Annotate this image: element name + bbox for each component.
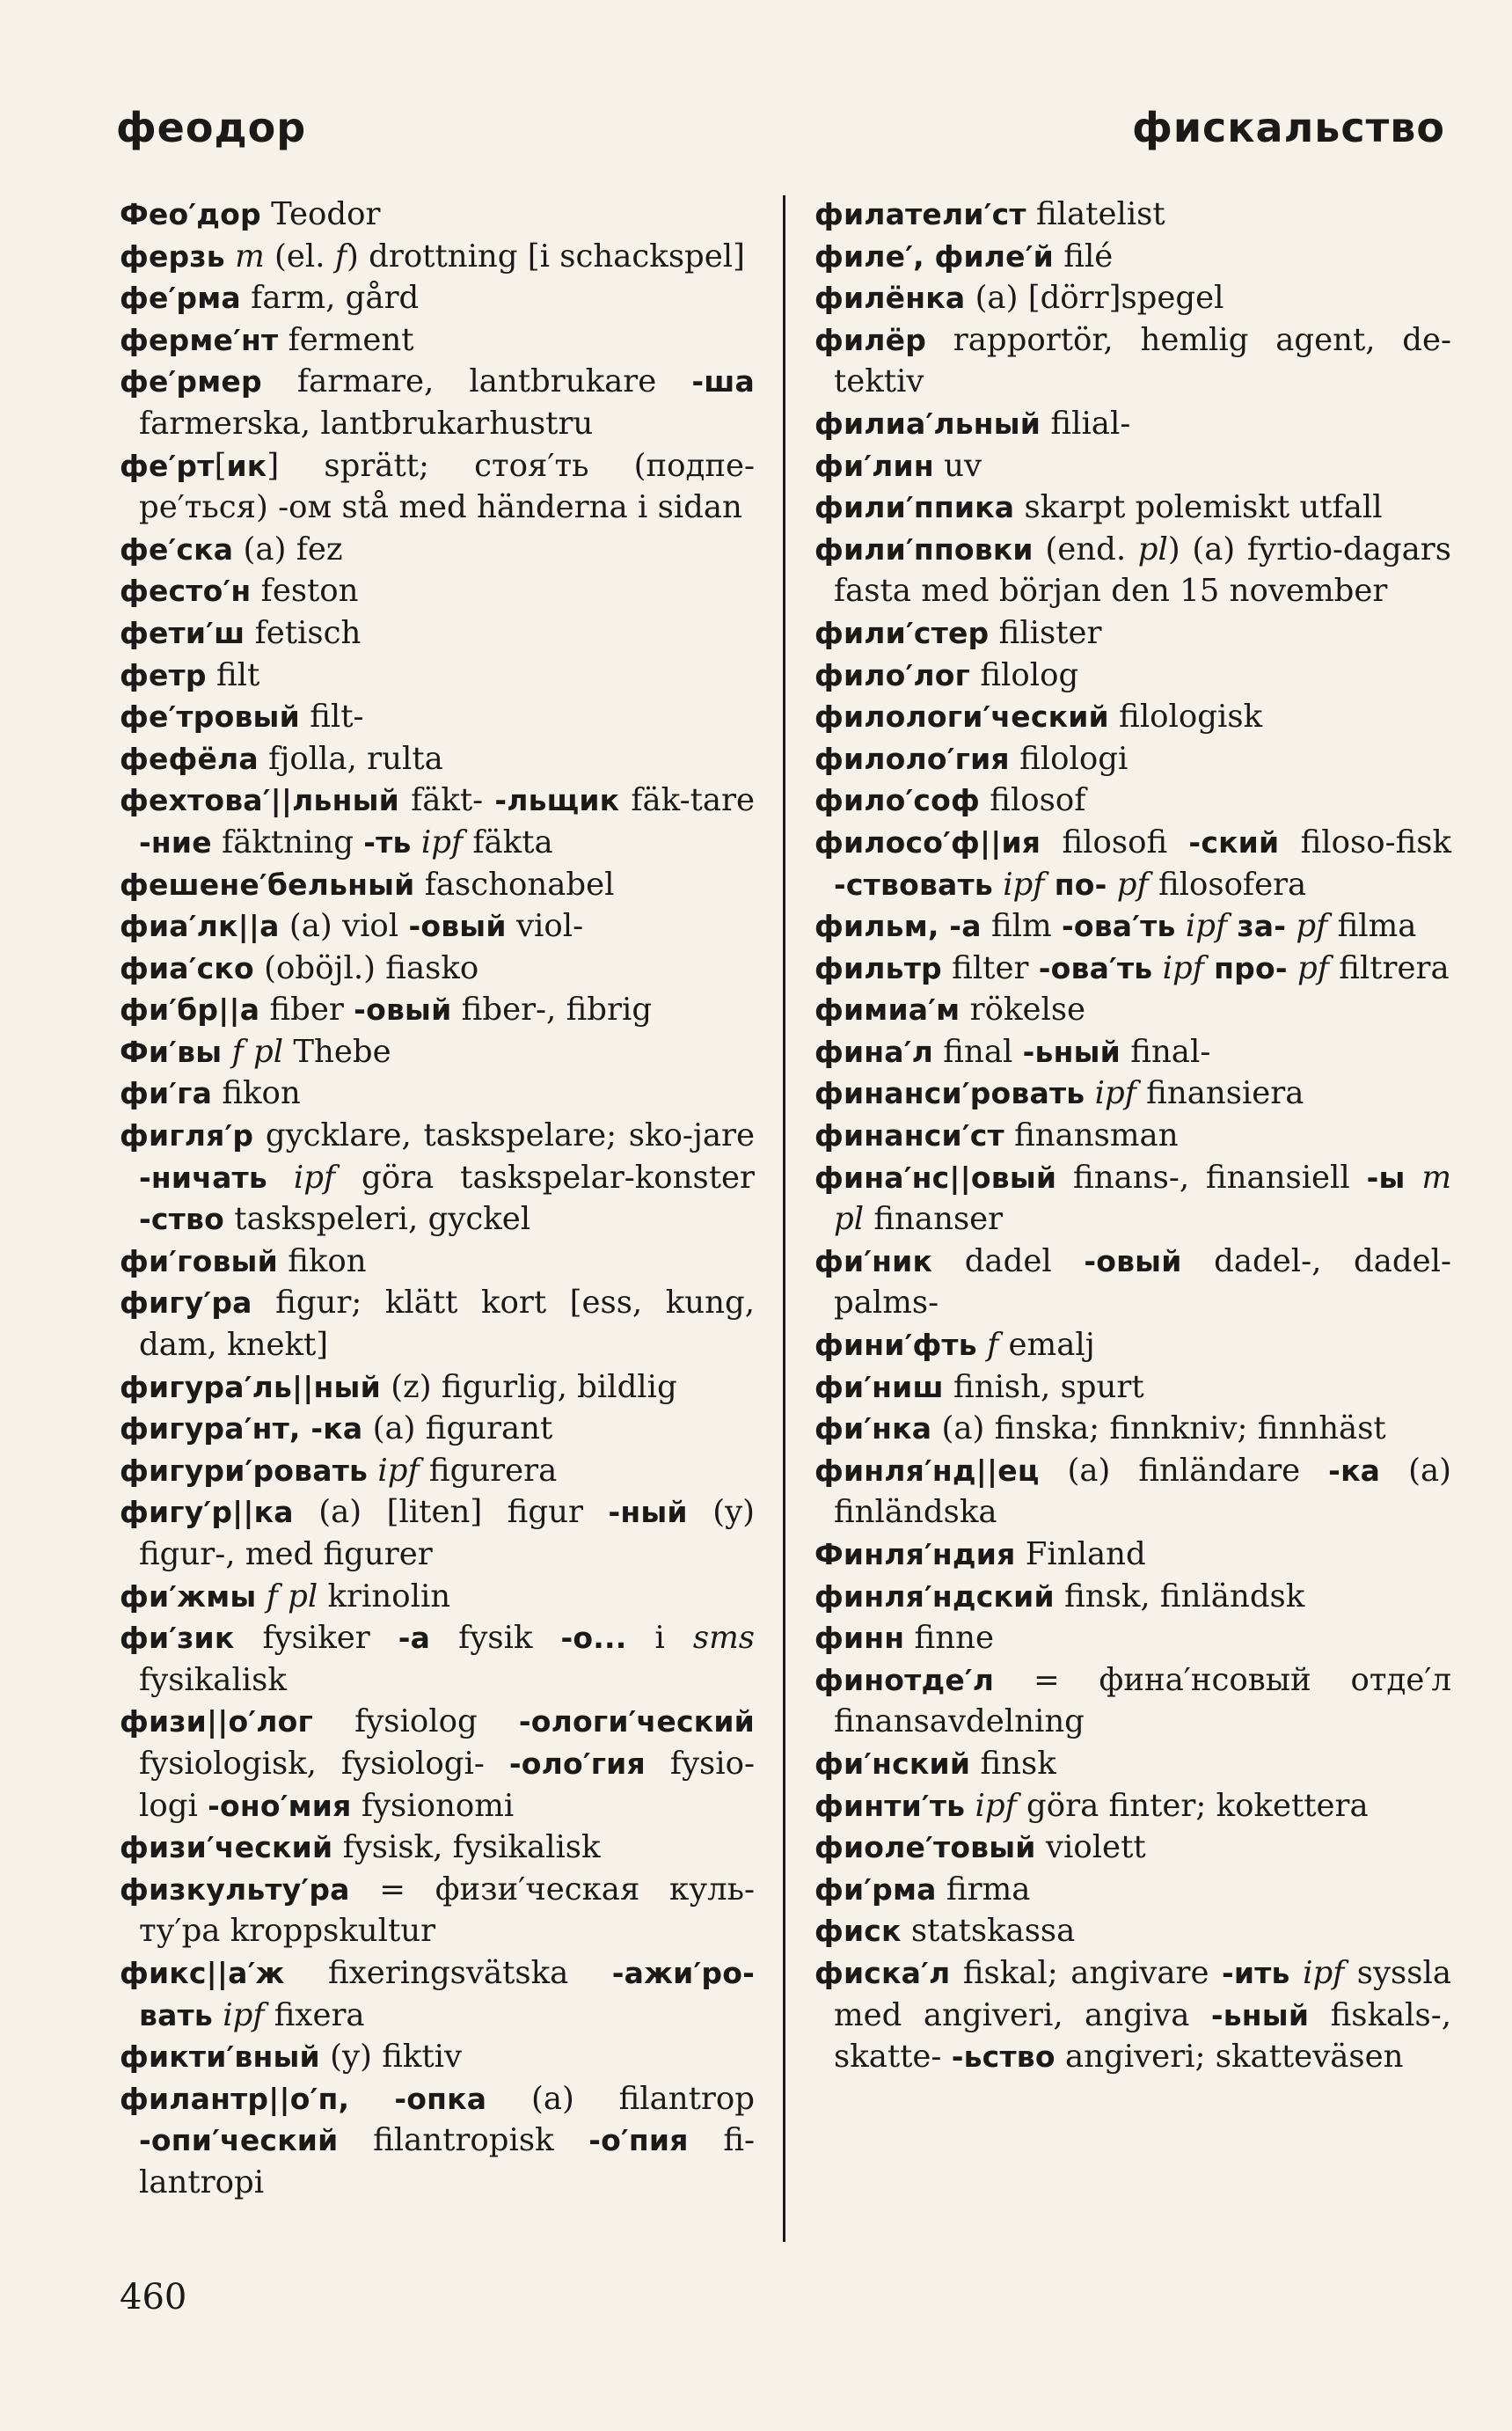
dictionary-entry: фе′рмер farmare, lantbrukare -ша farmerska, lantbrukarhustru: [120, 363, 755, 442]
dictionary-entry: фигля′р gycklare, taskspelare; sko-jare -ничать ipf göra taskspelar-konster -ство taskspeleri, gyckel: [120, 1117, 755, 1238]
dictionary-entry: филосо′ф||ия filosofi -ский filoso-fisk -ствовать ipf по- pf filosofera: [814, 824, 1451, 903]
dictionary-entry: фи′га fikon: [120, 1075, 301, 1112]
column-divider: [783, 195, 785, 2242]
dictionary-entry: фигура′нт, -ка (a) figurant: [120, 1410, 553, 1447]
dictionary-entry: фи′жмы f pl krinolin: [120, 1578, 451, 1615]
dictionary-entry: фиск statskassa: [814, 1913, 1076, 1950]
dictionary-entry: филологи′ческий filologisk: [814, 699, 1263, 736]
dictionary-entry: фигура′ль||ный (z) figurlig, bildlig: [120, 1368, 677, 1405]
dictionary-entry: филиа′льный filial-: [814, 405, 1131, 442]
dictionary-entry: фиа′лк||а (a) viol -овый viol-: [120, 908, 584, 945]
dictionary-entry: фикс||а′ж fixeringsvätska -ажи′ро-вать ipf fixera: [120, 1954, 755, 2033]
dictionary-entry: фиска′л fiskal; angivare -ить ipf syssla med angiveri, angiva -ьный fiskals-, skatte- -ьство angiveri; skatteväsen: [814, 1954, 1452, 2076]
dictionary-entry: фиоле′товый violett: [814, 1829, 1146, 1866]
dictionary-entry: Финля′ндия Finland: [814, 1536, 1146, 1572]
dictionary-entry: фили′ппика skarpt polemiskt utfall: [814, 489, 1383, 526]
dictionary-entry: фи′бр||а fiber -овый fiber-, fibrig: [120, 992, 653, 1029]
dictionary-entry: финанси′ст finansman: [814, 1117, 1179, 1154]
dictionary-entry: фигу′ра figur; klätt kort [ess, kung, dam, knekt]: [120, 1285, 755, 1364]
dictionary-entry: финти′ть ipf göra finter; kokettera: [814, 1787, 1369, 1824]
dictionary-entry: Фео′дор Teodor: [120, 196, 381, 232]
dictionary-entry: фи′говый fikon: [120, 1242, 367, 1279]
dictionary-entry: фило′соф filosof: [814, 782, 1086, 819]
dictionary-entry: филёнка (a) [dörr]spegel: [814, 280, 1224, 317]
dictionary-entry: фило′лог filolog: [814, 656, 1079, 693]
dictionary-entry: фехтова′||льный fäkt- -льщик fäk-tare -ние fäktning -ть ipf fäkta: [120, 782, 755, 860]
dictionary-entry: фина′л final -ьный final-: [814, 1033, 1211, 1070]
dictionary-entry: фигу′р||ка (a) [liten] figur -ный (y) figur-, med figurer: [120, 1494, 755, 1572]
dictionary-entry: фигури′ровать ipf figurera: [120, 1452, 558, 1489]
dictionary-entry: финля′нд||ец (a) finländare -ка (a) finländska: [814, 1452, 1451, 1531]
dictionary-entry: фе′ска (a) fez: [120, 531, 343, 567]
dictionary-entry: фети′ш fetisch: [120, 614, 362, 651]
dictionary-entry: фи′ниш finish, spurt: [814, 1368, 1144, 1405]
dictionary-entry: ферме′нт ferment: [120, 321, 414, 358]
dictionary-entry: фе′тровый filt-: [120, 699, 364, 736]
dictionary-entry: фильтр filter -ова′ть ipf про- pf filtrera: [814, 949, 1450, 986]
dictionary-entry: филёр rapportör, hemlig agent, de-tektiv: [814, 321, 1451, 400]
dictionary-entry: фикти′вный (y) fiktiv: [120, 2039, 463, 2076]
dictionary-entry: фи′нский finsk: [814, 1745, 1056, 1782]
dictionary-entry: фили′стер filister: [814, 614, 1102, 651]
dictionary-entry: фесто′н feston: [120, 573, 359, 610]
dictionary-entry: фи′лин uv: [814, 447, 982, 484]
dictionary-entry: фини′фть f emalj: [814, 1327, 1095, 1364]
dictionary-entry: фи′зик fysiker -а fysik -о... i sms fysikalisk: [120, 1620, 755, 1698]
dictionary-entry: филантр||о′п, -опка (a) filantrop -опи′ческий filantropisk -о′пия fi-lantropi: [120, 2080, 755, 2200]
dictionary-entry: фили′пповки (end. pl) (a) fyrtio-dagars fasta med början den 15 november: [814, 531, 1451, 610]
dictionary-entry: фи′рма firma: [814, 1871, 1031, 1907]
dictionary-entry: финанси′ровать ipf finansiera: [814, 1075, 1304, 1112]
dictionary-entry: физи′ческий fysisk, fysikalisk: [120, 1829, 601, 1866]
dictionary-entry: финля′ндский finsk, finländsk: [814, 1578, 1305, 1615]
dictionary-entry: финотде′л = фина′нсовый отде′л finansavdelning: [814, 1661, 1451, 1740]
dictionary-entry: ферзь m (el. f) drottning [i schackspel]: [120, 238, 745, 275]
dictionary-entry: филе′, филе′й filé: [814, 238, 1114, 275]
page-number: 460: [120, 2277, 187, 2318]
dictionary-entry: финн finne: [814, 1620, 994, 1657]
dictionary-entry: фимиа′м rökelse: [814, 992, 1086, 1029]
left-column: [120, 194, 755, 2204]
dictionary-entry: фина′нс||овый finans-, finansiell -ы m pl finanser: [814, 1159, 1451, 1238]
dictionary-entry: фиа′ско (oböjl.) fiasko: [120, 949, 479, 986]
dictionary-entry: фи′нка (a) finska; finnkniv; finnhäst: [814, 1410, 1386, 1447]
dictionary-entry: физкульту′ра = физи′ческая куль-ту′ра kroppskultur: [120, 1871, 755, 1950]
dictionary-entry: фи′ник dadel -овый dadel-, dadel-palms-: [814, 1242, 1451, 1322]
dictionary-entry: фе′рма farm, gård: [120, 280, 420, 317]
left-guideword: феодор: [116, 104, 307, 151]
dictionary-entry: филоло′гия filologi: [814, 740, 1129, 777]
dictionary-entry: физи||о′лог fysiolog -ологи′ческий fysiologisk, fysiologi- -оло′гия fysio-logi -оно′мия fysionomi: [120, 1703, 756, 1824]
dictionary-entry: фефёла fjolla, rulta: [120, 740, 443, 777]
right-guideword: фискальство: [1132, 104, 1445, 151]
dictionary-entry: фешене′бельный faschonabel: [120, 866, 615, 903]
dictionary-entry: филатели′ст filatelist: [814, 196, 1165, 232]
dictionary-entry: фе′рт[ик] sprätt; стоя′ть (подпе-ре′ться) -ом stå med händerna i sidan: [120, 447, 755, 526]
dictionary-entry: фильм, -а film -ова′ть ipf за- pf filma: [814, 908, 1417, 945]
dictionary-entry: фетр filt: [120, 656, 260, 693]
dictionary-entry: Фи′вы f pl Thebe: [120, 1033, 391, 1070]
right-column: [814, 194, 1451, 2078]
